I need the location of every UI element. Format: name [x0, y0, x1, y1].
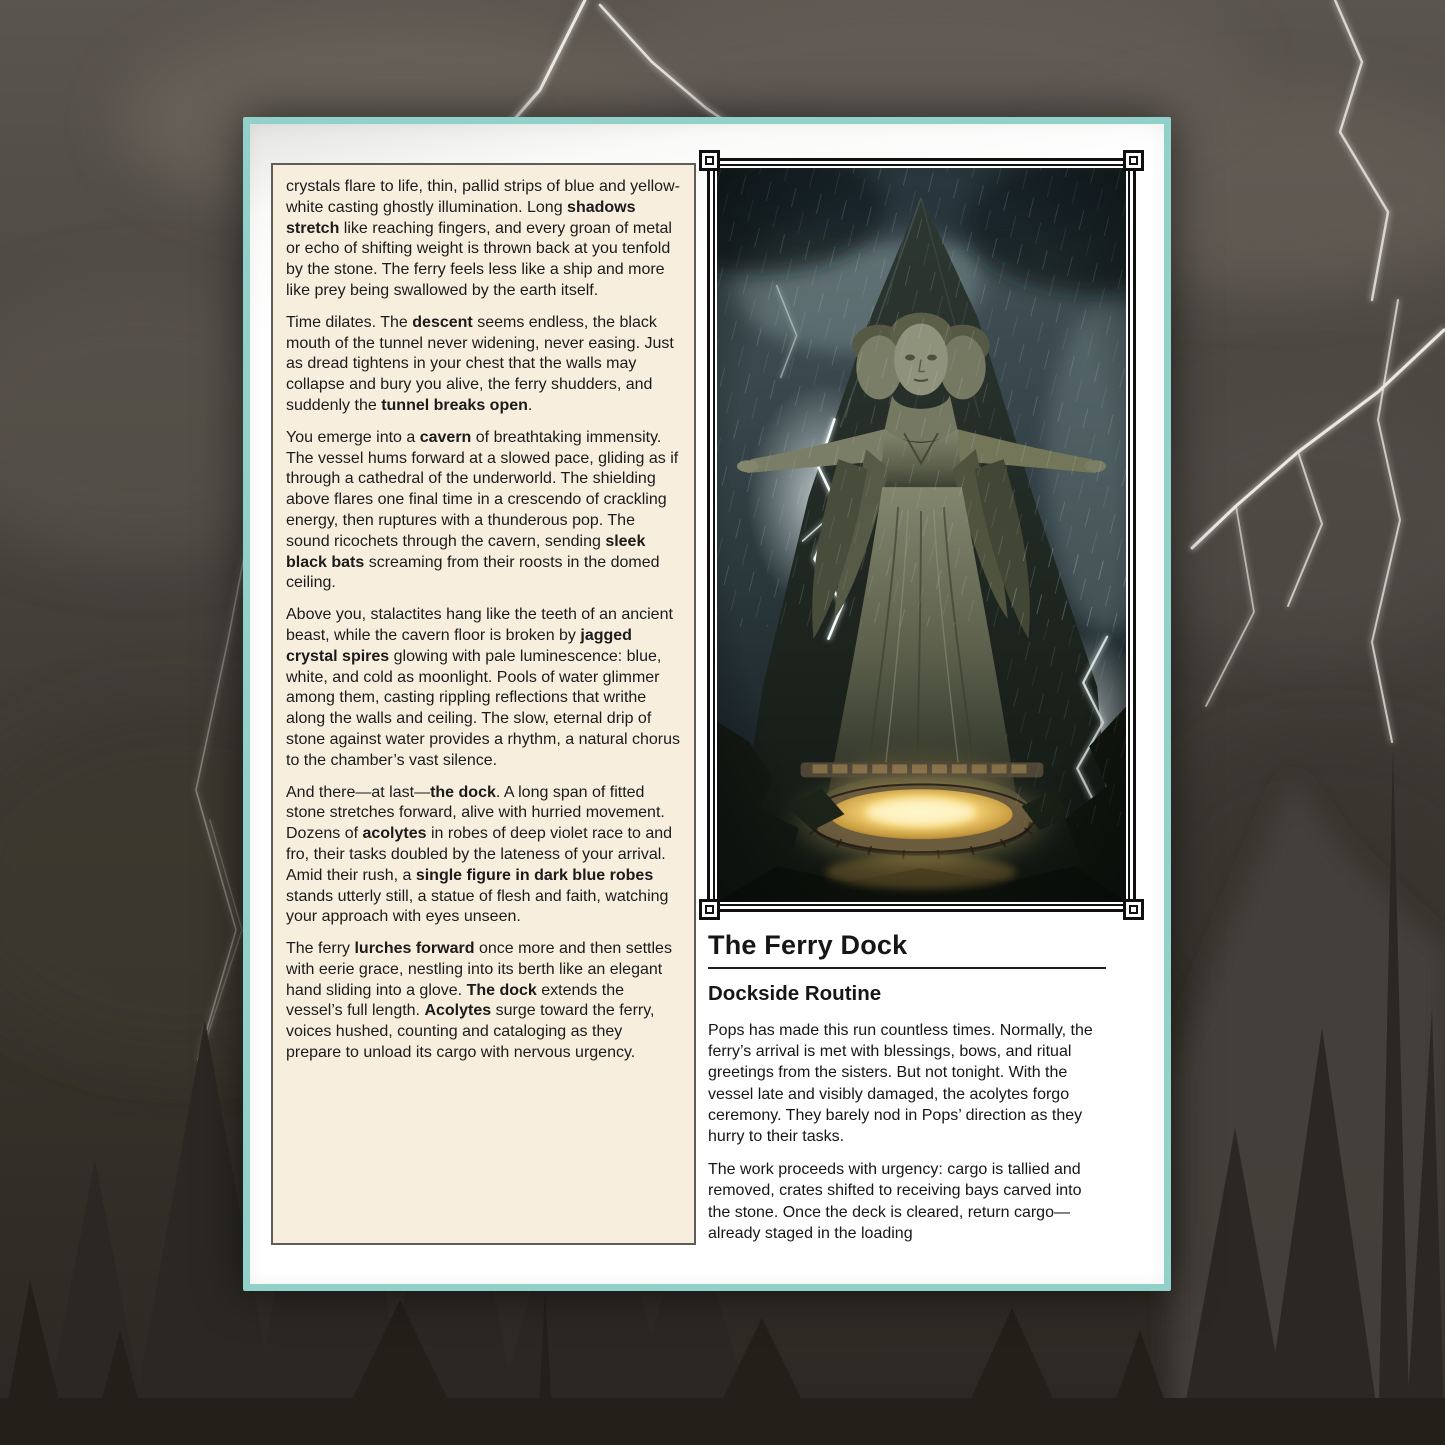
section-text-column — [708, 930, 1106, 1256]
frame-corner-ornament — [699, 150, 720, 171]
read-aloud-paragraph: You emerge into a cavern of breathtaking immensity. The vessel hums forward at a slowed pace, gliding as if through a cathedral of the underworld. The shielding above flares one final time in a crescendo of crackling energy, then ruptures with a thunderous pop. The sound ricochets through the cavern, sending sleek black bats screaming from their roosts in the domed ceiling. — [286, 428, 679, 592]
read-aloud-paragraph: Time dilates. The descent seems endless, the black mouth of the tunnel never widening, never easing. Just as dread tightens in your chest that the walls may collapse and bury you alive, the ferry shudders, and suddenly the tunnel breaks open. — [286, 313, 674, 414]
read-aloud-paragraph: Above you, stalactites hang like the teeth of an ancient beast, while the cavern floor is broken by jagged crystal spires glowing with pale luminescence: blue, white, and cold as moonlight. Pools of water glimmer among them, casting rippling reflections that writhe along the walls and ceiling. The slow, eternal drip of stone against water provides a rhythm, a natural chorus to the chamber’s vast silence. — [286, 606, 680, 769]
read-aloud-paragraph: And there—at last—the dock. A long span of fitted stone stretches forward, alive with hurried movement. Dozens of acolytes in robes of deep violet race to and fro, their tasks doubled by the lateness of your arrival. Amid their rush, a single figure in dark blue robes stands utterly still, a statue of flesh and faith, watching your approach with eyes unseen. — [286, 783, 673, 926]
read-aloud-box — [271, 163, 696, 1245]
frame-corner-ornament — [699, 899, 720, 920]
read-aloud-paragraph: crystals flare to life, thin, pallid strips of blue and yellow-white casting ghostly illumination. Long shadows stretch like reaching fingers, and every groan of metal or echo of shifting weight is thrown back at you tenfold by the stone. The ferry feels less like a ship and more like prey being swallowed by the earth itself. — [286, 178, 680, 299]
frame-corner-ornament — [1123, 150, 1144, 171]
subsection-title: Dockside Routine — [708, 982, 882, 1005]
body-paragraph: Pops has made this run countless times. Normally, the ferry’s arrival is met with blessings, bows, and ritual greetings from the sisters. But not tonight. With the vessel late and visibly damaged, the acolytes forgo ceremony. They barely nod in Pops’ direction as they hurry to their tasks. — [708, 1022, 1093, 1146]
statue-illustration — [717, 168, 1126, 902]
statue-illustration-frame — [707, 158, 1136, 912]
three-faced-statue-art — [717, 168, 1126, 902]
section-title: The Ferry Dock — [708, 930, 908, 960]
body-paragraph: The work proceeds with urgency: cargo is tallied and removed, crates shifted to receiving bays carved into the stone. Once the deck is cleared, return cargo—already staged in the loading — [708, 1161, 1082, 1242]
frame-corner-ornament — [1123, 899, 1144, 920]
read-aloud-paragraph: The ferry lurches forward once more and then settles with eerie grace, nestling into its berth like an elegant hand sliding into a glove. The dock extends the vessel’s full length. Acolytes surge toward the ferry, voices hushed, counting and cataloging as they prepare to unload its cargo with nervous urgency. — [286, 940, 672, 1062]
title-underline — [708, 967, 1106, 969]
document-page — [243, 117, 1171, 1291]
page-content — [250, 124, 1164, 1284]
